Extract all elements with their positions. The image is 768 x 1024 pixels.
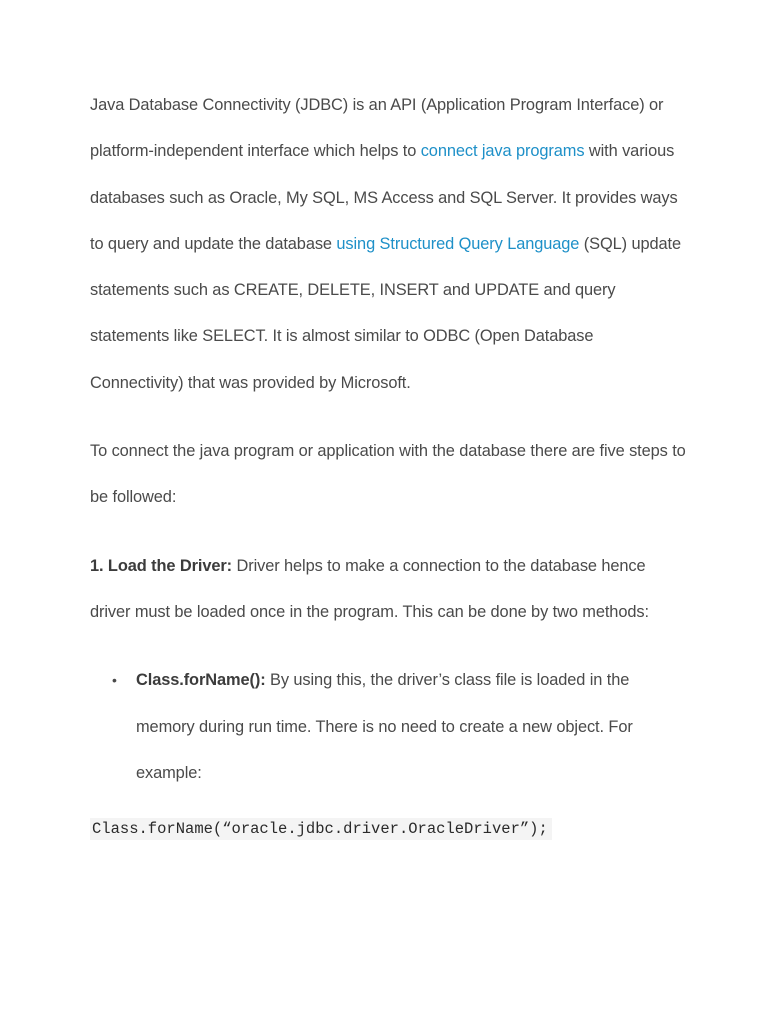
- methods-list: [90, 657, 690, 796]
- step-1-heading: 1. Load the Driver:: [90, 556, 233, 575]
- bullet-marker: •: [112, 672, 117, 689]
- intro-text-2: with various databases such as Oracle, My SQL, MS Access and SQL Server. It provides ways to query and update the database: [90, 142, 678, 253]
- article-body: [90, 82, 690, 840]
- intro-text-1: Java Database Connectivity (JDBC) is an API (Application Program Interface) or platform-independent interface which helps to: [90, 96, 664, 161]
- intro-paragraph: [90, 82, 690, 406]
- code-snippet: Class.forName(“oracle.jdbc.driver.OracleDriver”);: [90, 818, 552, 840]
- list-item: [112, 657, 690, 796]
- step-1-paragraph: [90, 543, 690, 636]
- structured-query-language-link[interactable]: using Structured Query Language: [336, 234, 580, 253]
- intro-text-3: (SQL) update statements such as CREATE, DELETE, INSERT and UPDATE and query statements like SELECT. It is almost similar to ODBC (Open Database Connectivity) that was provided by Microsoft.: [90, 234, 681, 392]
- step-1-text: Driver helps to make a connection to the database hence driver must be loaded once in the program. This can be done by two methods:: [90, 556, 649, 621]
- class-forname-text: By using this, the driver’s class file is loaded in the memory during run time. There is no need to create a new object. For example:: [136, 671, 633, 782]
- connect-java-programs-link[interactable]: connect java programs: [420, 142, 585, 161]
- steps-intro-paragraph: To connect the java program or application with the database there are five steps to be followed:: [90, 442, 686, 507]
- class-forname-heading: Class.forName():: [136, 671, 266, 690]
